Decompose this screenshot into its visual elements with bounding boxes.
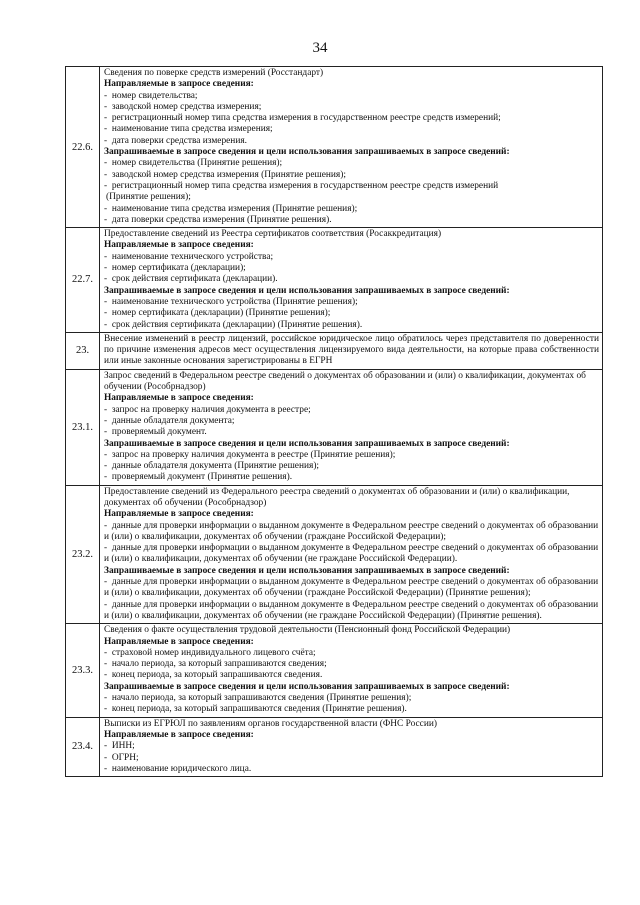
list-item: - данные обладателя документа (Принятие решения); [104, 461, 599, 472]
list-item: - начало периода, за который запрашиваются сведения (Принятие решения); [104, 693, 599, 704]
row-number: 23.3. [66, 624, 100, 717]
list-item: - номер сертификата (декларации); [104, 263, 599, 274]
table-row [66, 67, 603, 228]
row-number: 23.2. [66, 485, 100, 624]
row-content [100, 624, 603, 717]
table-row [66, 369, 603, 485]
list-item: - срок действия сертификата (декларации) (Принятие решения). [104, 320, 599, 331]
row-content [100, 228, 603, 333]
section-heading: Запрашиваемые в запросе сведения и цели использования запрашиваемых в запросе сведений: [104, 147, 510, 158]
document-table [65, 66, 603, 777]
row-title: Сведения по поверке средств измерений (Росстандарт) [104, 68, 324, 78]
row-number: 23.1. [66, 369, 100, 485]
section-heading: Направляемые в запросе сведения: [104, 636, 254, 647]
section-heading: Направляемые в запросе сведения: [104, 240, 254, 251]
row-title: Выписки из ЕГРЮЛ по заявлениям органов государственной власти (ФНС России) [104, 718, 437, 729]
list-item: - ИНН; [104, 741, 599, 752]
list-item: - срок действия сертификата (декларации). [104, 274, 599, 285]
section-heading: Запрашиваемые в запросе сведения и цели использования запрашиваемых в запросе сведений: [104, 438, 510, 449]
section-heading: Запрашиваемые в запросе сведения и цели использования запрашиваемых в запросе сведений: [104, 285, 510, 296]
row-content [100, 485, 603, 624]
section-heading: Направляемые в запросе сведения: [104, 729, 254, 740]
list-item: - регистрационный номер типа средства измерения в государственном реестре средств измерений; [104, 113, 599, 124]
list-item: - номер сертификата (декларации) (Принятие решения); [104, 308, 599, 319]
row-text: Внесение изменений в реестр лицензий, российское юридическое лицо обратилось через представителя по доверенности по причине изменения адресов мест осуществления лицензируемого вида деятельности, на которые права собственности или иные законные основания зарегистрированы в ЕГРН [104, 333, 599, 367]
row-number: 23.4. [66, 717, 100, 776]
list-item: - регистрационный номер типа средства измерения в государственном реестре средств измерений [104, 181, 599, 192]
list-item: - данные обладателя документа; [104, 416, 599, 427]
list-item: - страховой номер индивидуального лицевого счёта; [104, 648, 599, 659]
row-content [100, 67, 603, 228]
list-item: - ОГРН; [104, 753, 599, 764]
list-item: - конец периода, за который запрашиваются сведения. [104, 670, 599, 681]
list-item: - начало периода, за который запрашиваются сведения; [104, 659, 599, 670]
row-content [100, 717, 603, 776]
row-title: Предоставление сведений из Федерального реестра сведений о документах об образовании и (или) о квалификации, документах об обучении (Рособрнадзор) [104, 486, 570, 508]
list-item-continuation: (Принятие решения); [106, 192, 191, 203]
list-item: - данные для проверки информации о выданном документе в Федеральном реестре сведений о документах об образовании и (или) о квалификации, документах об обучении (не граждане Российской Федерации). [104, 543, 599, 566]
list-item: - запрос на проверку наличия документа в реестре; [104, 405, 599, 416]
section-heading: Направляемые в запросе сведения: [104, 393, 254, 404]
table-row [66, 485, 603, 624]
list-item: - данные для проверки информации о выданном документе в Федеральном реестре сведений о документах об образовании и (или) о квалификации, документах об обучении (не граждане Российской Федерации) (Принятие решения). [104, 600, 599, 623]
list-item: - заводской номер средства измерения; [104, 102, 599, 113]
table-row [66, 624, 603, 717]
row-number: 23. [66, 332, 100, 369]
row-content [100, 369, 603, 485]
list-item: - конец периода, за который запрашиваются сведения (Принятие решения). [104, 704, 599, 715]
row-content [100, 332, 603, 369]
list-item: - дата поверки средства измерения (Принятие решения). [104, 215, 599, 226]
row-title: Сведения о факте осуществления трудовой деятельности (Пенсионный фонд Российской Федерации) [104, 625, 511, 636]
table-row [66, 717, 603, 776]
list-item: - данные для проверки информации о выданном документе в Федеральном реестре сведений о документах об образовании и (или) о квалификации, документах об обучении (граждане Российской Федерации); [104, 521, 599, 544]
list-item: - проверяемый документ (Принятие решения). [104, 472, 599, 483]
section-heading: Запрашиваемые в запросе сведения и цели использования запрашиваемых в запросе сведений: [104, 565, 510, 576]
row-title: Предоставление сведений из Реестра сертификатов соответствия (Росаккредитация) [104, 229, 442, 240]
list-item: - наименование типа средства измерения (Принятие решения); [104, 204, 599, 215]
list-item: - проверяемый документ. [104, 427, 599, 438]
list-item: - номер свидетельства; [104, 91, 599, 102]
list-item: - номер свидетельства (Принятие решения); [104, 158, 599, 169]
row-title: Запрос сведений в Федеральном реестре сведений о документах об образовании и (или) о квалификации, документах об обучении (Рособрнадзор) [104, 370, 586, 393]
row-number: 22.7. [66, 228, 100, 333]
page-number: 34 [312, 40, 328, 56]
list-item: - заводской номер средства измерения (Принятие решения); [104, 170, 599, 181]
table-row [66, 332, 603, 369]
table-row [66, 228, 603, 333]
list-item: - дата поверки средства измерения. [104, 136, 599, 147]
section-heading: Запрашиваемые в запросе сведения и цели использования запрашиваемых в запросе сведений: [104, 681, 510, 692]
section-heading: Направляемые в запросе сведения: [104, 509, 254, 520]
list-item: - наименование технического устройства (Принятие решения); [104, 297, 599, 308]
list-item: - данные для проверки информации о выданном документе в Федеральном реестре сведений о документах об образовании и (или) о квалификации, документах об обучении (граждане Российской Федерации) (Принятие решения); [104, 577, 599, 600]
list-item: - запрос на проверку наличия документа в реестре (Принятие решения); [104, 450, 599, 461]
list-item: - наименование типа средства измерения; [104, 124, 599, 135]
section-heading: Направляемые в запросе сведения: [104, 79, 254, 90]
row-number: 22.6. [66, 67, 100, 228]
list-item: - наименование юридического лица. [104, 764, 599, 775]
list-item: - наименование технического устройства; [104, 252, 599, 263]
